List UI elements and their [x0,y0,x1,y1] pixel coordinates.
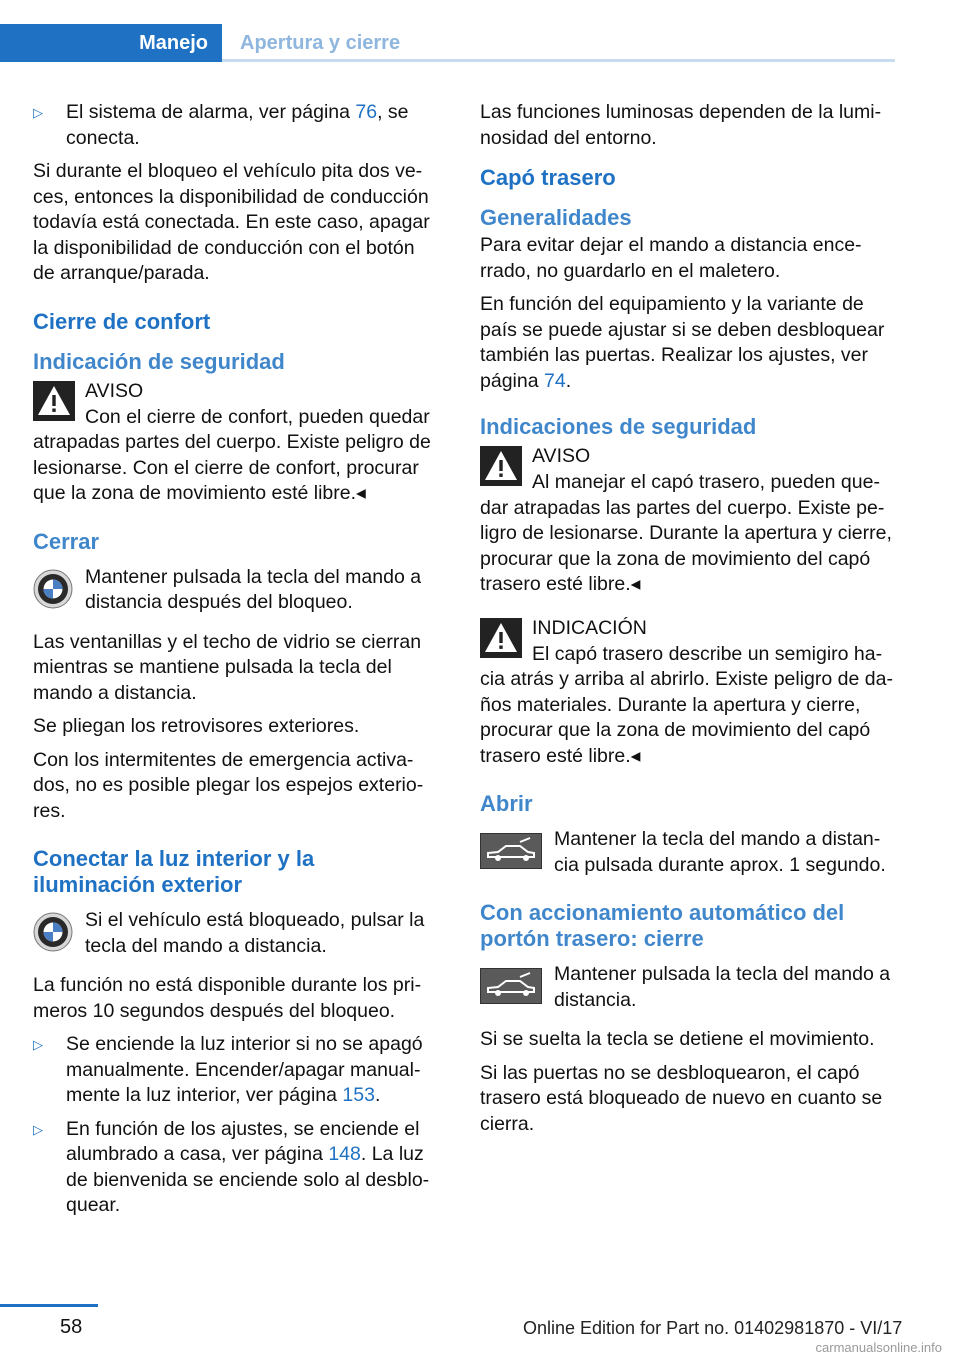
paragraph-evitar: Para evitar dejar el mando a distancia ence‐rrado, no guardarlo en el maletero. [480,234,862,282]
page-link-148[interactable]: 148 [328,1143,361,1165]
bullet-text: En función de los ajustes, se enciende el alumbrado a casa, ver página 148. La luz de bienvenida se enciende solo al desblo‐quear. [66,1117,430,1216]
notice-label: INDICACIÓN [532,616,647,639]
bullet-triangle-icon: ▷ [33,1037,43,1052]
bullet-text: Se enciende la luz interior si no se apagó manualmente. Encender/apagar manual‐mente la luz interior, ver página 153. [66,1033,423,1106]
heading-indicacion-seguridad: Indicación de seguridad [33,348,285,374]
heading-accionamiento: Con accionamiento automático del portón trasero: cierre [480,900,845,951]
tab-divider [222,59,895,62]
remote-key-icon [33,912,73,952]
paragraph-suelta: Si se suelta la tecla se detiene el movimiento. [480,1028,875,1050]
page-link-74[interactable]: 74 [543,369,566,392]
bullet-alarma [33,100,441,151]
page-number: 58 [60,1316,83,1338]
header-tabbar [0,24,895,62]
paragraph-intermitentes: Con los intermitentes de emergencia activa‐dos, no es posible plegar los espejos exterio‐res. [33,748,424,822]
footer-rule [0,1304,98,1307]
notice-label: AVISO [532,445,591,467]
tailgate-button-icon [480,833,542,869]
heading-capo-trasero: Capó trasero [480,165,616,190]
watermark: carmanualsonline.info [815,1340,942,1355]
notice-text: El capó trasero describe un semigiro ha‐cia atrás y arriba al abrirlo. Existe peligro de da‐ños materiales. Durante la apertura y cierre, procurar que la zona de movimiento del capó trasero esté libre.◂ [480,642,893,767]
right-column [480,100,894,1145]
abrir-text: Mantener la tecla del mando a distan‐cia pulsada durante aprox. 1 segundo. [554,828,886,876]
accionamiento-text: Mantener pulsada la tecla del mando a distancia. [554,963,891,1011]
bullet-text: El sistema de alarma, ver página 76, se conecta. [66,101,409,149]
paragraph-pita: Si durante el bloqueo el vehículo pita dos ve‐ces, entonces la disponibilidad de conducción todavía está conectada. En este caso, apagar la disponibilidad de conducción con el botón de arranque/parada. [33,160,430,284]
paragraph-equipamiento: En función del equipamiento y la variante de país se puede ajustar si se deben desbloquear también las puertas. Realizar los ajustes, ver página 74. [480,293,885,392]
tab-apertura-y-cierre[interactable]: Apertura y cierre [240,32,401,54]
notice-indicacion [480,616,894,770]
heading-abrir: Abrir [480,791,533,816]
cerrar-instruction [33,565,441,616]
heading-indicaciones-seguridad: Indicaciones de seguridad [480,414,757,439]
page-link-153[interactable]: 153 [342,1084,375,1106]
cerrar-text: Mantener pulsada la tecla del mando a distancia después del bloqueo. [85,565,422,613]
paragraph-luminosas: Las funciones luminosas dependen de la lumi‐nosidad del entorno. [480,101,882,149]
paragraph-retrovisores: Se pliegan los retrovisores exteriores. [33,715,360,737]
left-column [33,100,441,1227]
abrir-instruction [480,827,894,878]
bullet-luz-interior [33,1032,441,1109]
paragraph-puertas: Si las puertas no se desbloquearon, el capó trasero está bloqueado de nuevo en cuanto se cierra. [480,1061,883,1135]
heading-cierre-confort: Cierre de confort [33,308,211,334]
conectar-instruction [33,908,441,959]
remote-key-icon [33,569,73,609]
page-link-76[interactable]: 76 [355,101,378,123]
heading-cerrar: Cerrar [33,528,100,554]
paragraph-ventanillas: Las ventanillas y el techo de vidrio se cierran mientras se mantiene pulsada la tecla del mando a distancia. [33,630,422,704]
conectar-text: Si el vehículo está bloqueado, pulsar la tecla del mando a distancia. [85,909,425,957]
heading-generalidades: Generalidades [480,205,632,230]
notice-text: Con el cierre de confort, pueden quedar atrapadas partes del cuerpo. Existe peligro de lesionarse. Con el cierre de confort, procurar que la zona de movimiento esté libre.◂ [33,405,431,504]
footer-edition: Online Edition for Part no. 01402981870 - VI/17 [523,1318,903,1338]
paragraph-funcion: La función no está disponible durante los pri‐meros 10 segundos después del bloqueo. [33,974,422,1022]
accionamiento-instruction [480,962,894,1013]
bullet-triangle-icon: ▷ [33,105,43,120]
heading-conectar-luz: Conectar la luz interior y la iluminación exterior [33,846,315,897]
tab-manejo[interactable] [0,24,222,62]
bullet-alumbrado [33,1117,441,1219]
notice-aviso [480,444,894,598]
warning-icon [33,381,75,421]
warning-icon [480,618,522,658]
bullet-triangle-icon: ▷ [33,1121,43,1137]
tailgate-button-icon [480,968,542,1004]
notice-aviso [33,379,441,507]
tab-manejo-label: Manejo [139,32,208,54]
notice-label: AVISO [85,379,144,402]
notice-text: Al manejar el capó trasero, pueden que‐dar atrapadas las partes del cuerpo. Existe pe‐ligro de lesionarse. Durante la apertura y cierre, procurar que la zona de movimiento del capó trasero esté libre.◂ [480,471,892,595]
warning-icon [480,446,522,486]
